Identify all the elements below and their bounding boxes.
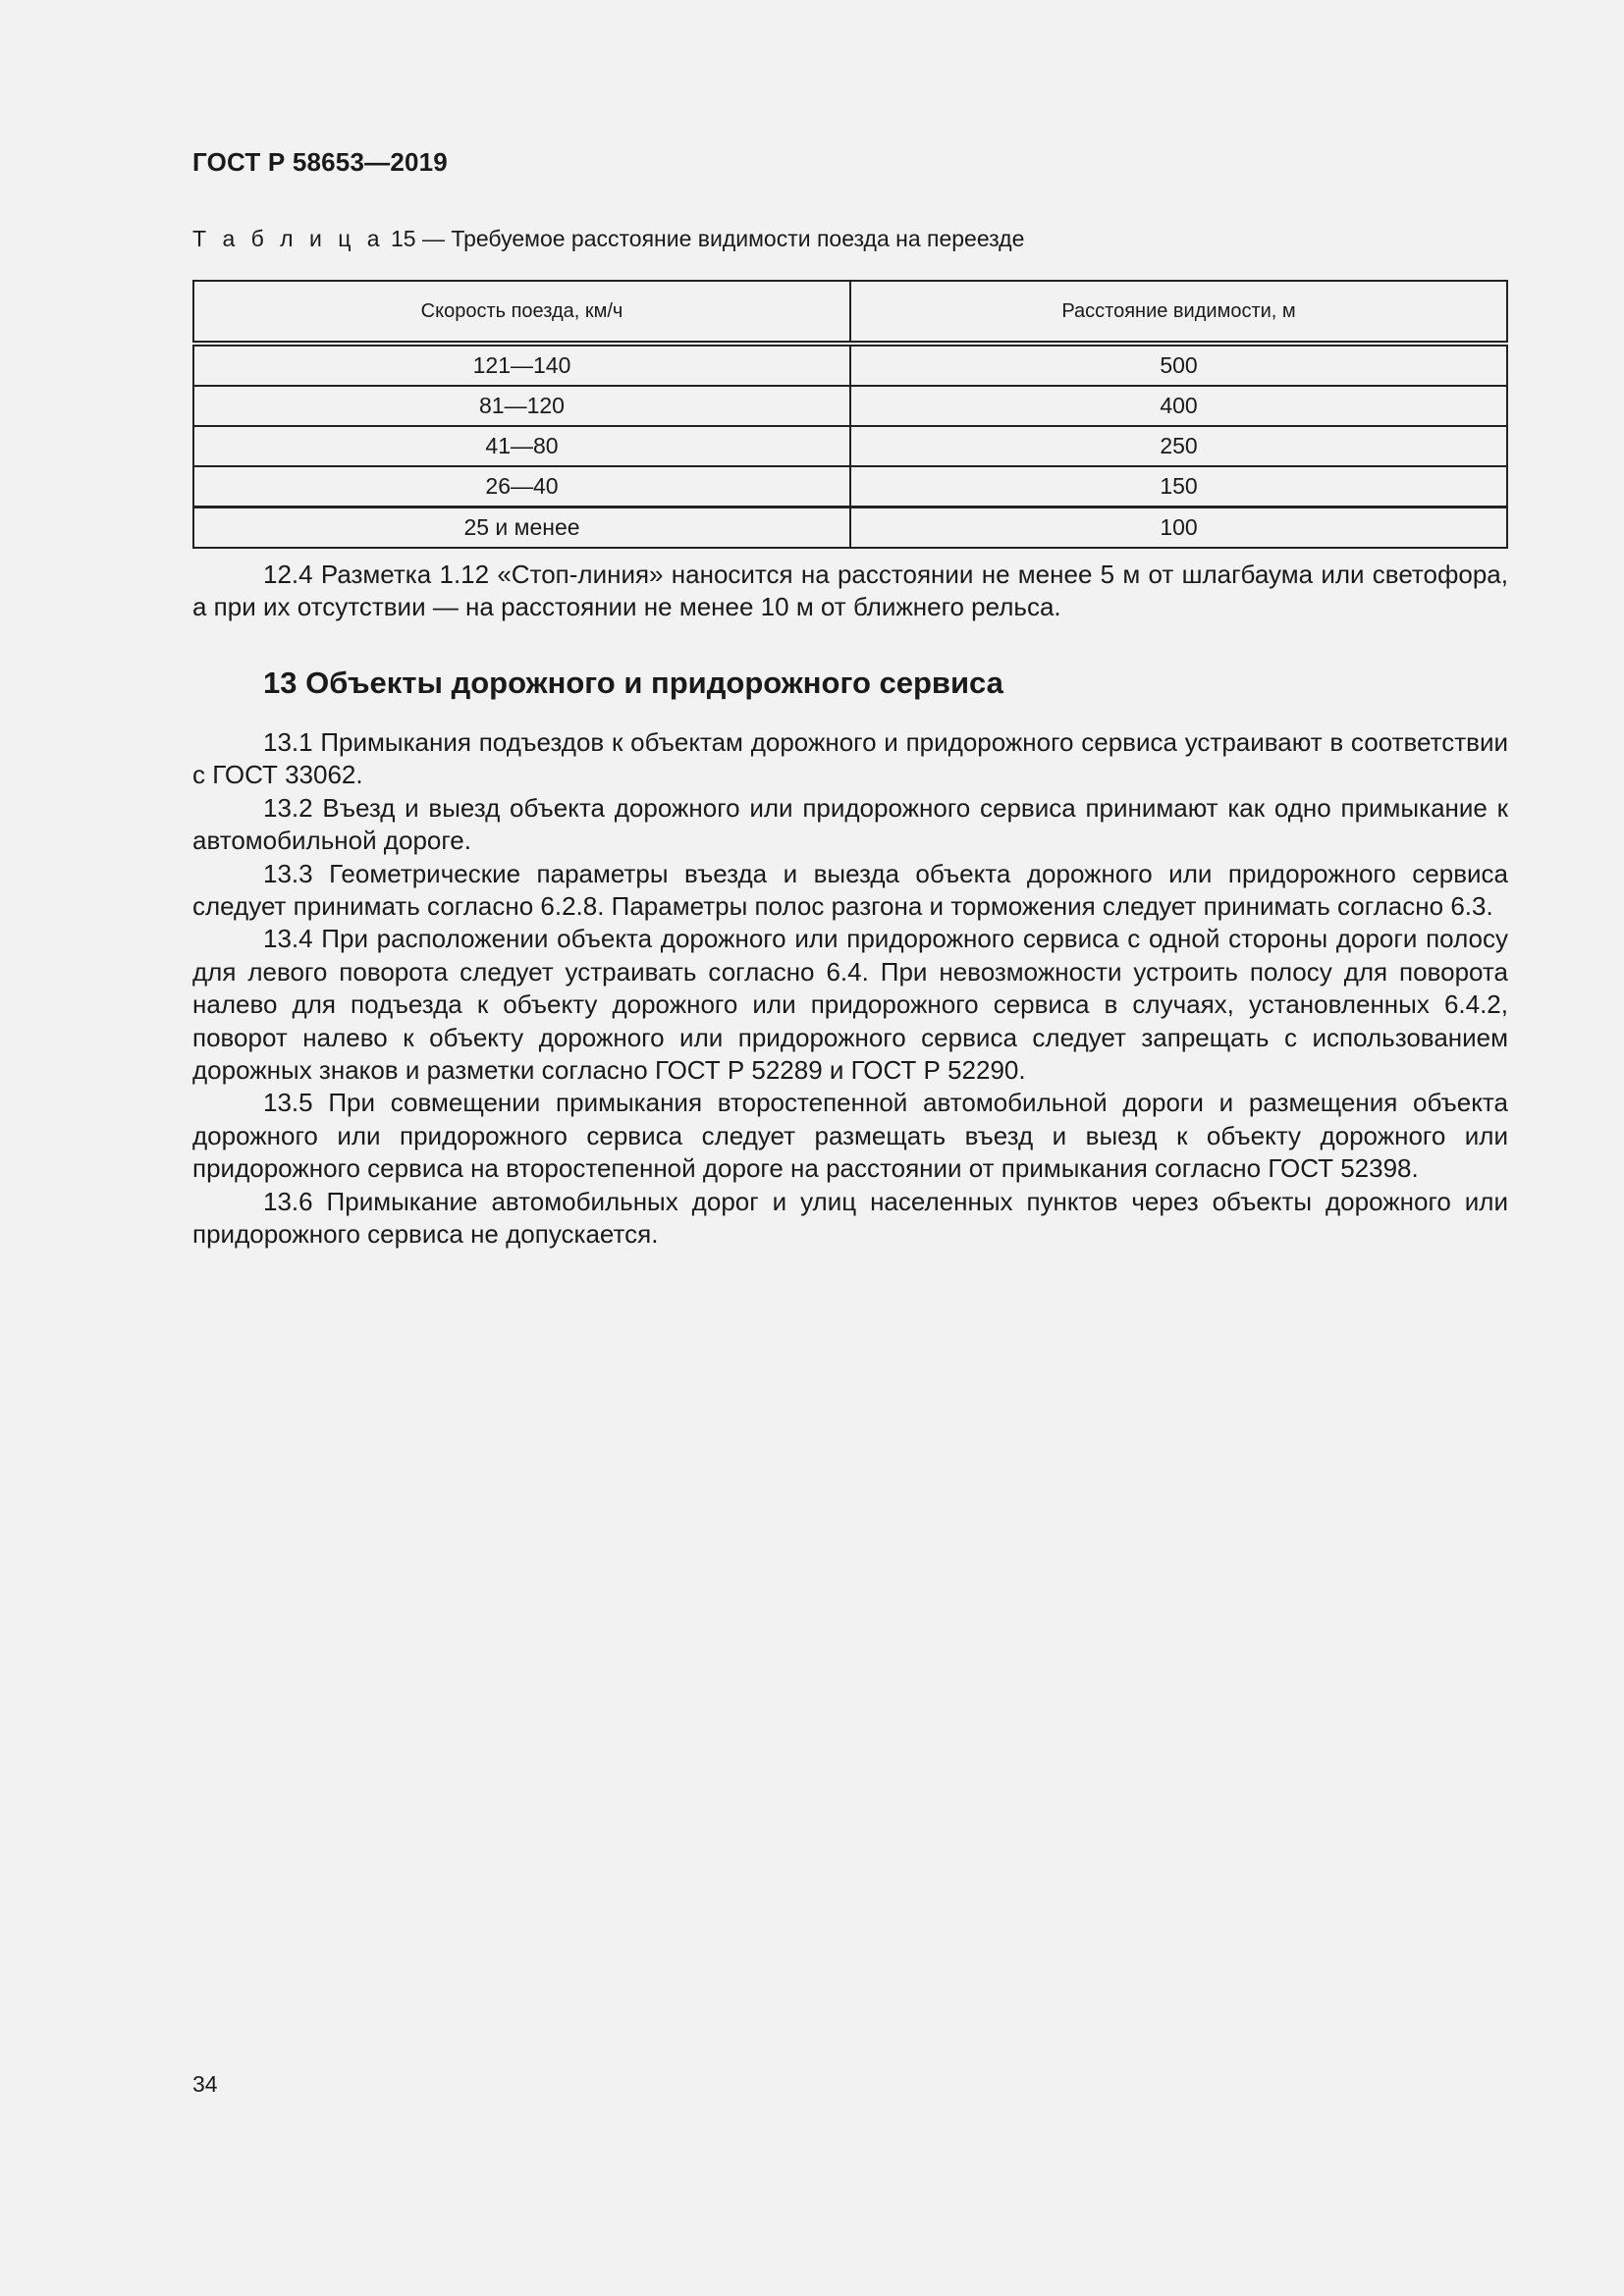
cell-distance: 250 [850, 426, 1507, 466]
cell-distance: 500 [850, 344, 1507, 386]
document-header: ГОСТ Р 58653—2019 [192, 147, 448, 177]
table-row [193, 426, 1507, 466]
paragraph-13-6: 13.6 Примыкание автомобильных дорог и улиц населенных пунктов через объекты дорожного или придорожного сервиса не допускается. [192, 1186, 1508, 1250]
table-row [193, 466, 1507, 507]
section-13-title: 13 Объекты дорожного и придорожного сервиса [263, 666, 1003, 700]
paragraph-13-3: 13.3 Геометрические параметры въезда и выезда объекта дорожного или придорожного сервиса следует принимать согласно 6.2.8. Параметры полос разгона и торможения следует принимать согласно 6.3. [192, 858, 1508, 922]
cell-speed: 81—120 [193, 386, 850, 426]
visibility-distance-table [192, 280, 1508, 549]
cell-distance: 400 [850, 386, 1507, 426]
table-row [193, 386, 1507, 426]
table-caption-prefix: Т а б л и ц а [192, 226, 385, 251]
paragraph-13-2: 13.2 Въезд и выезд объекта дорожного или придорожного сервиса принимают как одно примыкание к автомобильной дороге. [192, 792, 1508, 856]
table-caption-text: 15 — Требуемое расстояние видимости поезда на переезде [384, 226, 1025, 251]
table-row [193, 507, 1507, 549]
paragraph-13-1: 13.1 Примыкания подъездов к объектам дорожного и придорожного сервиса устраивают в соответствии с ГОСТ 33062. [192, 727, 1508, 790]
cell-speed: 26—40 [193, 466, 850, 507]
cell-distance: 100 [850, 507, 1507, 549]
table-header-row [193, 281, 1507, 344]
paragraph-13-4: 13.4 При расположении объекта дорожного или придорожного сервиса с одной стороны дороги полосу для левого поворота следует устраивать согласно 6.4. При невозможности устроить полосу для поворота налево для подъезда к объекту дорожного или придорожного сервиса в случаях, установленных 6.4.2, поворот налево к объекту дорожного или придорожного сервиса следует запрещать с использованием дорожных знаков и разметки согласно ГОСТ Р 52289 и ГОСТ Р 52290. [192, 924, 1508, 1086]
cell-speed: 25 и менее [193, 507, 850, 549]
paragraph-13-5: 13.5 При совмещении примыкания второстепенной автомобильной дороги и размещения объекта дорожного или придорожного сервиса следует размещать въезд и выезд к объекту дорожного или придорожного сервиса на второстепенной дороге на расстоянии от примыкания согласно ГОСТ 52398. [192, 1088, 1508, 1184]
cell-distance: 150 [850, 466, 1507, 507]
table-row [193, 344, 1507, 386]
cell-speed: 41—80 [193, 426, 850, 466]
column-header-speed: Скорость поезда, км/ч [193, 281, 850, 344]
section-13-body [192, 726, 1508, 1252]
page-number: 34 [192, 2071, 218, 2097]
paragraph-12-4: 12.4 Разметка 1.12 «Стоп-линия» наносится на расстоянии не менее 5 м от шлагбаума или светофора, а при их отсутствии — на расстоянии не менее 10 м от ближнего рельса. [192, 560, 1508, 622]
table-caption [192, 226, 1024, 252]
paragraph-block-12 [192, 559, 1508, 624]
column-header-distance: Расстояние видимости, м [850, 281, 1507, 344]
cell-speed: 121—140 [193, 344, 850, 386]
